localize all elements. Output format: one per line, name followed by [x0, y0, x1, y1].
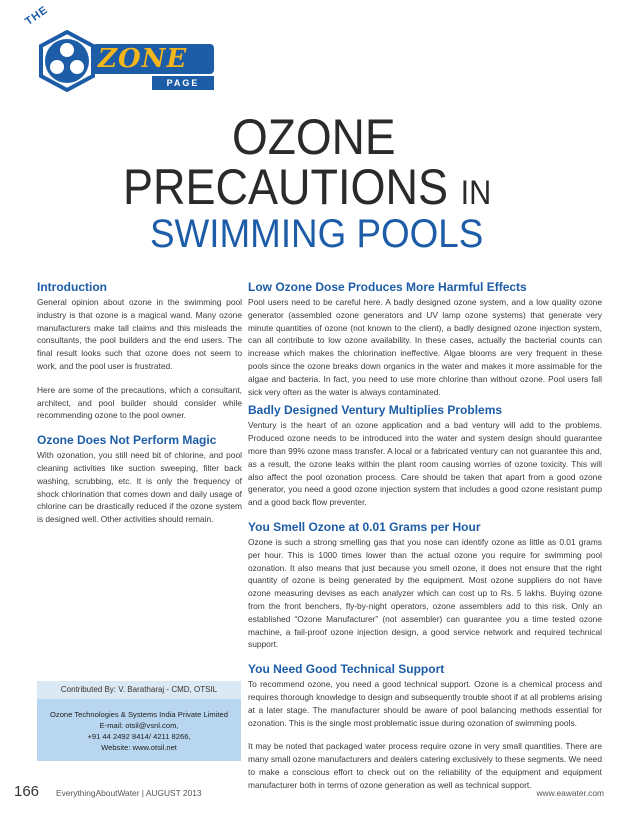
company-name: Ozone Technologies & Systems India Private Limited [50, 710, 228, 719]
low-dose-paragraph: Pool users need to be careful here. A badly designed ozone system, and a low quality ozone generator (assembled ozone generators and UV lamp ozone systems) that generate very minute quantities of ozone (not known to the client), a badly designed ozone injection system, can all contribute to low ozone availability. In these cases, actually the bacterial counts can increase which makes the chlorination ineffective. Algae blooms are very frequent in these pools since the ozone breaks down organics in the water and makes it more assimable for the algae and bacteria. In fact, you need to use more chlorine than without ozone. Pool users fall sick very often as the water is always contaminated. [248, 297, 602, 397]
title-line-1: OZONE [232, 109, 396, 165]
zone-page-logo [22, 3, 222, 92]
title-line-3: SWIMMING POOLS [150, 212, 484, 256]
support-paragraph-1: To recommend ozone, you need a good technical support. Ozone is a chemical process and requires thorough knowledge to design and subsequently trouble shoot if at all problems arising at a later stage. The manufacturer should be aware of pool balancing methods essential for ozonation. This is the single most problematic issue during ozonation of swimming pools. [248, 679, 602, 728]
title-in: IN [460, 174, 492, 212]
contributor-name: Contributed By: V. Baratharaj - CMD, OTSIL [37, 681, 241, 699]
hexagon-molecule-icon [36, 30, 98, 92]
magic-paragraph: With ozonation, you still need bit of chlorine, and pool cleaning activities like suction sweeping, filter back washing, scrubbing, etc. It is only the frequency of shock chlorination that comes down and daily usage of chlorine can be drastically reduced if the ozone system is designed well. Other activities should remain. [37, 450, 242, 525]
page-number: 166 [14, 783, 40, 800]
title-precautions: PRECAUTIONS [123, 159, 449, 215]
contributor-box [37, 681, 241, 761]
logo-zone-text: ZONE [92, 44, 214, 74]
contact-website: Website: www.otsil.net [101, 743, 177, 752]
contact-email: E-mail: otsil@vsnl.com, [99, 721, 179, 730]
smell-heading: You Smell Ozone at 0.01 Grams per Hour [248, 519, 481, 534]
logo-page-text: PAGE [152, 76, 214, 90]
magazine-issue: EverythingAboutWater | AUGUST 2013 [56, 788, 202, 798]
ventury-heading: Badly Designed Ventury Multiplies Problems [248, 403, 503, 418]
support-heading: You Need Good Technical Support [248, 662, 445, 677]
ventury-paragraph: Ventury is the heart of an ozone application and a bad ventury will add to the problems. Produced ozone needs to be introduced into the water and system design should guarantee more than 99% ozone mass transfer. A local or a fabricated ventury can not guarantee this and, as a result, the ozone leaks within the plant room causing worries of ozone toxicity. This will also affect the pool ozonation process. Care should be taken that apart from a good ozone generator, you need a good ozone injection system that includes a good ozone resistant pump and a good back flow preventer. [248, 420, 602, 508]
page-footer [14, 784, 604, 800]
right-column [248, 280, 602, 792]
introduction-paragraph-1: General opinion about ozone in the swimming pool industry is that ozone is a magical wand. Many ozone manufacturers make tall claims and this misleads the consultants, the pool builders and the end users. The final result looks such that ozone does not seem to work, and the pool user is frustrated. [37, 297, 242, 371]
smell-paragraph: Ozone is such a strong smelling gas that you nose can identify ozone as little as 0.01 grams per hour. This is 1000 times lower than the actual ozone you require for swimming pool ozonation. It also means that just because you smell ozone, it does not ensure that the right quantity of ozone is being generated by the equipment. Most ozone suppliers do not have ozone measuring devises as each analyzer which can cost up to Rs. 5 lakhs. Buying ozone from the front benchers, fly-by-night operators, ozone assemblers add to this risk. Only an established “Ozone Manufacturer” (not assembler) can guarantee you a time tested ozone machine, a fail-proof ozone injection design, a good service network and required technical support. [248, 536, 602, 650]
left-column [37, 280, 242, 526]
introduction-heading: Introduction [37, 280, 107, 294]
logo-the-text: THE [23, 3, 51, 28]
support-paragraph-2: It may be noted that packaged water process require ozone in very small quantities. There are many small ozone manufacturers and dealers catering exclusively to these segments. We need to make a conscious effort to check out on the reliability of the equipment and equipment manufacturer both in terms of ozone generation as well as technical support. [248, 741, 602, 790]
magic-heading: Ozone Does Not Perform Magic [37, 433, 217, 448]
low-dose-heading: Low Ozone Dose Produces More Harmful Effects [248, 280, 527, 294]
introduction-paragraph-2: Here are some of the precautions, which a consultant, architect, and pool builder should consider while recommending ozone to the pool owner. [37, 384, 242, 421]
magazine-url: www.eawater.com [536, 788, 604, 798]
contact-phone: +91 44 2492 8414/ 4211 8266, [87, 732, 191, 741]
contributor-details [37, 709, 241, 753]
title-line-2 [123, 158, 491, 216]
